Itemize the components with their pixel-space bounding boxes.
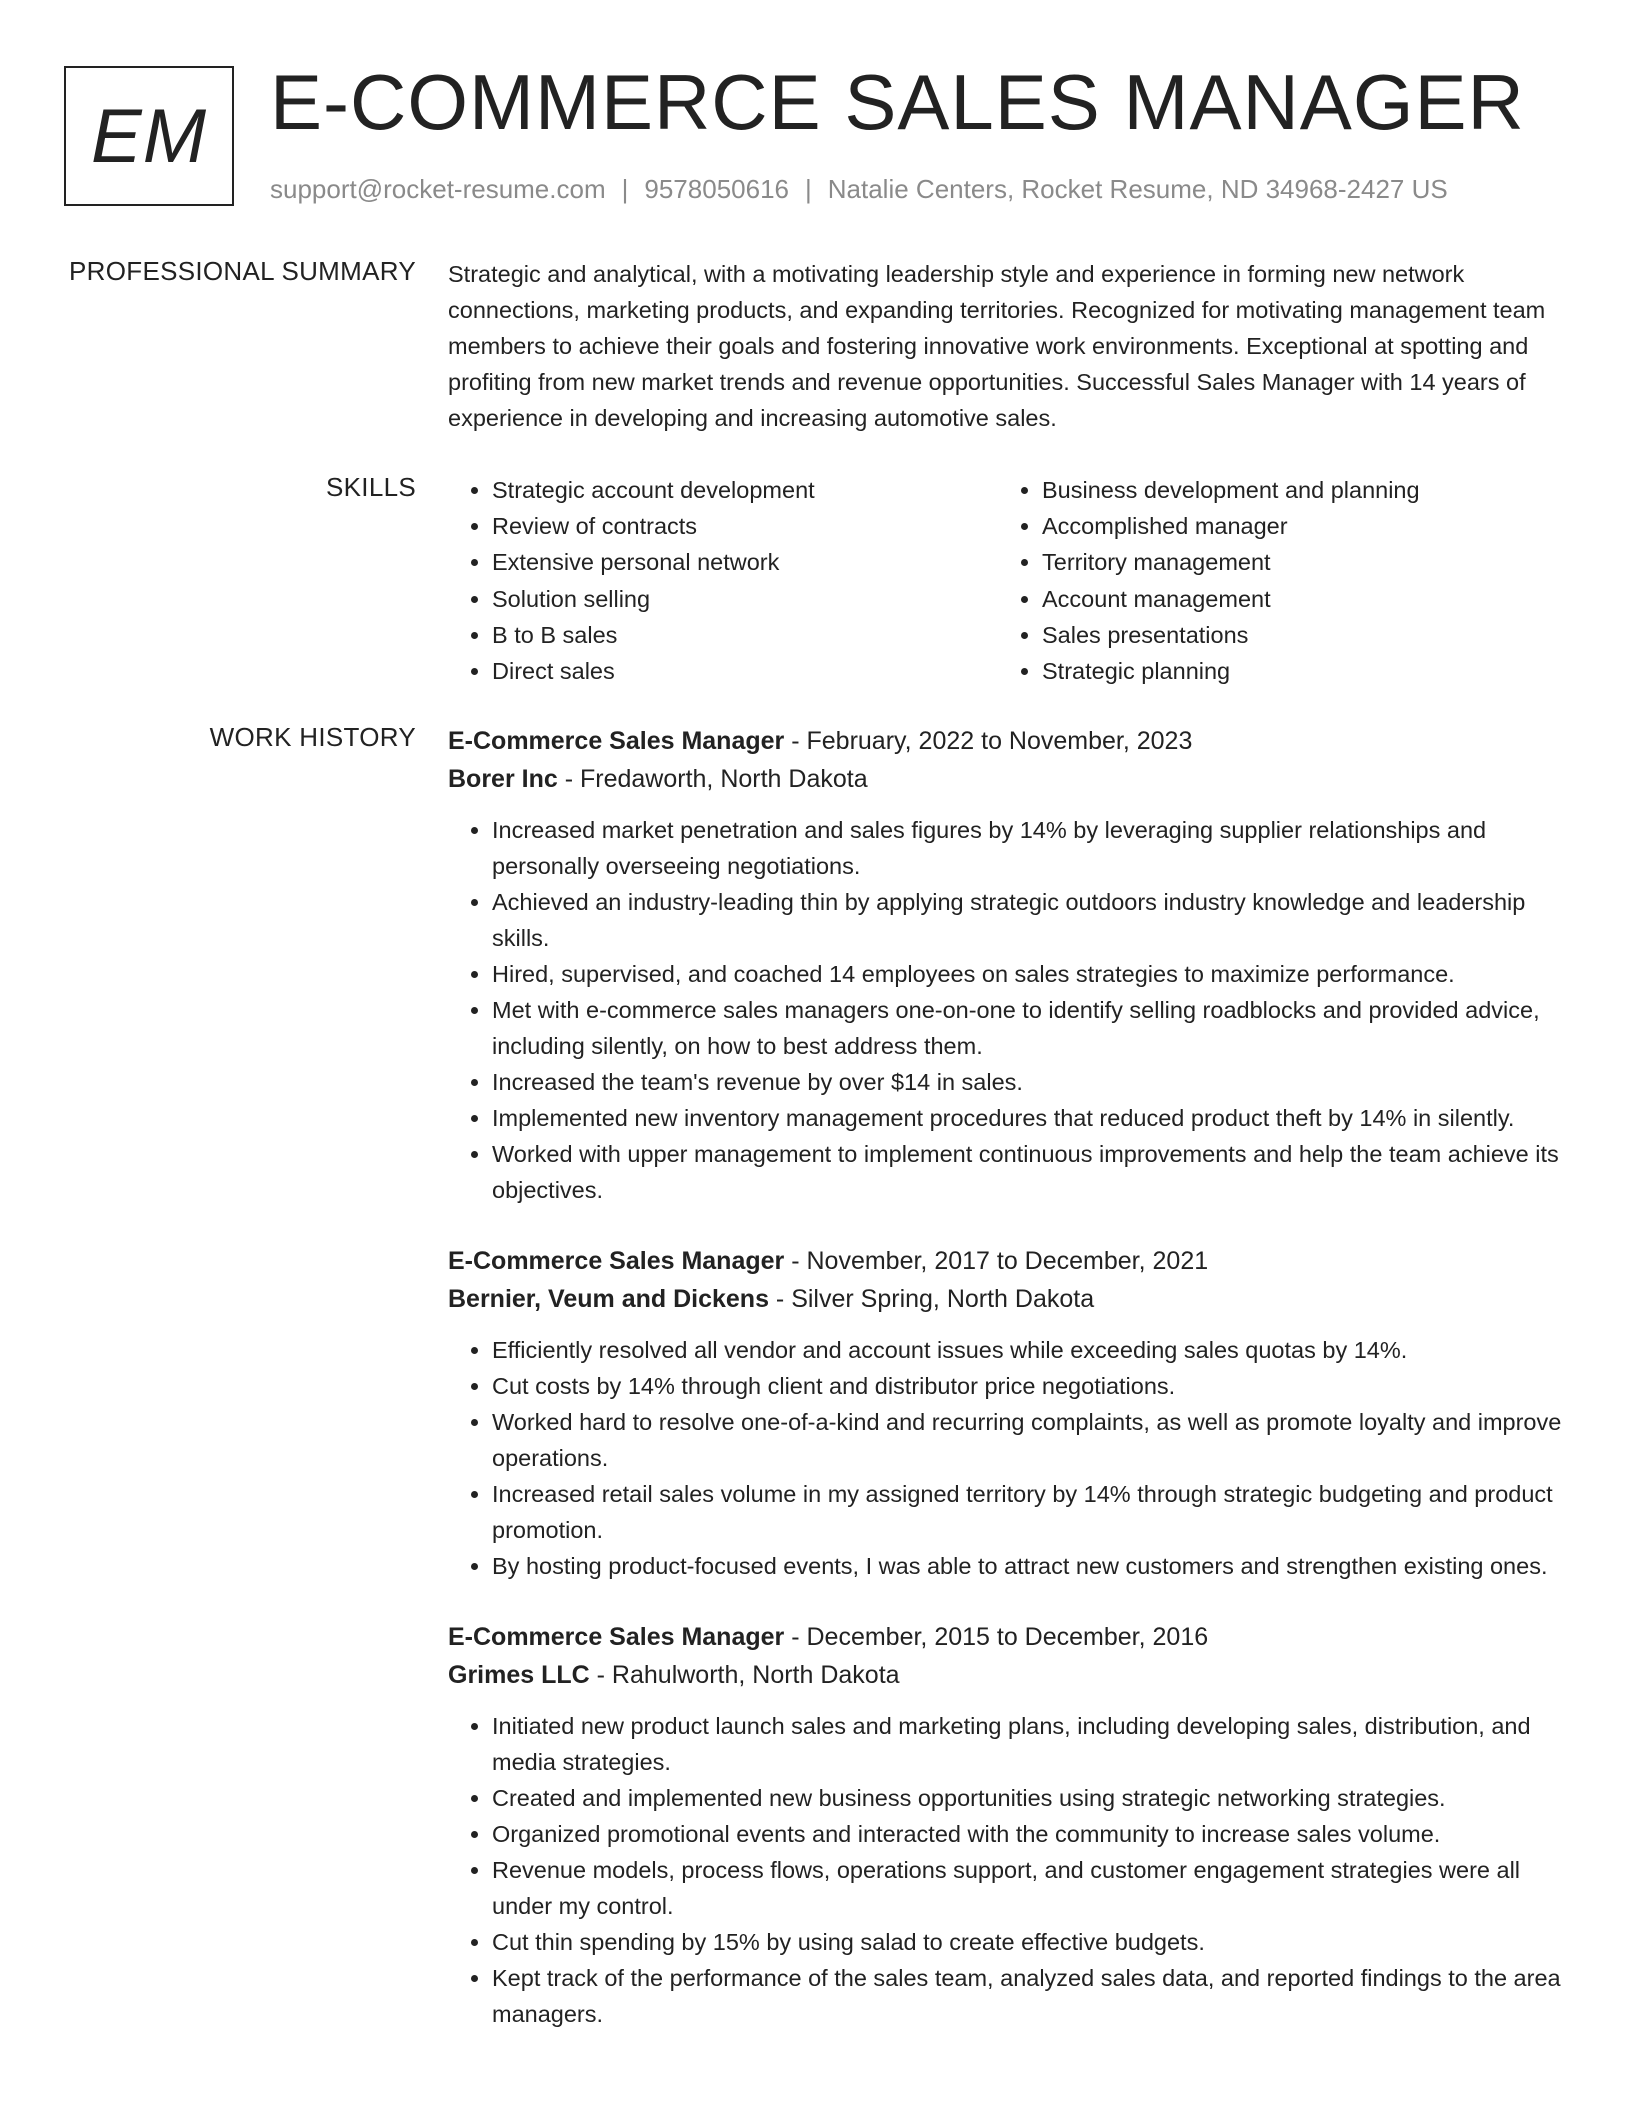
contact-phone: 9578050616	[644, 174, 789, 204]
job-entry	[448, 1242, 1576, 1584]
job-bullet: • Efficiently resolved all vendor and account issues while exceeding sales quotas by 14%.	[492, 1332, 1576, 1368]
skill-item: • Extensive personal network	[492, 544, 998, 580]
job-company-line: Bernier, Veum and Dickens - Silver Spring, North Dakota	[448, 1285, 1095, 1313]
job-bullet: • Achieved an industry-leading thin by applying strategic outdoors industry knowledge and leadership skills.	[492, 884, 1576, 956]
job-location: Silver Spring, North Dakota	[791, 1285, 1095, 1313]
job-dates: February, 2022 to November, 2023	[806, 727, 1193, 755]
job-entry	[448, 1618, 1576, 2032]
skill-item: • Strategic planning	[1042, 653, 1548, 689]
summary-text: Strategic and analytical, with a motivating leadership style and experience in forming new network connections, marketing products, and expanding territories. Recognized for motivating management team members to achieve their goals and fostering innovative work environments. Exceptional at spotting and profiting from new market trends and revenue opportunities. Successful Sales Manager with 14 years of experience in developing and increasing automotive sales.	[448, 261, 1546, 431]
job-bullet: • Implemented new inventory management procedures that reduced product theft by 14% in silently.	[492, 1100, 1576, 1136]
job-bullets	[448, 1332, 1576, 1584]
job-bullet: • Organized promotional events and interacted with the community to increase sales volume.	[492, 1816, 1576, 1852]
job-bullet: • Met with e-commerce sales managers one-on-one to identify selling roadblocks and provided advice, including silently, on how to best address them.	[492, 992, 1576, 1064]
job-company: Borer Inc	[448, 765, 558, 793]
contact-separator: |	[805, 174, 812, 204]
skill-item: • Territory management	[1042, 544, 1548, 580]
work-history-heading: WORK HISTORY	[209, 722, 416, 752]
job-company: Grimes LLC	[448, 1661, 590, 1689]
skill-item: • Business development and planning	[1042, 472, 1548, 508]
job-location: Fredaworth, North Dakota	[579, 765, 868, 793]
job-title: E-Commerce Sales Manager	[448, 727, 785, 755]
job-bullet: • Initiated new product launch sales and marketing plans, including developing sales, distribution, and media strategies.	[492, 1708, 1576, 1780]
job-title: E-Commerce Sales Manager	[448, 1247, 785, 1275]
job-bullet: • Increased the team's revenue by over $14 in sales.	[492, 1064, 1576, 1100]
contact-email: support@rocket-resume.com	[270, 174, 606, 204]
job-bullet: • Cut costs by 14% through client and distributor price negotiations.	[492, 1368, 1576, 1404]
job-dates: November, 2017 to December, 2021	[806, 1247, 1209, 1275]
job-bullets	[448, 1708, 1576, 2032]
job-bullet: • Cut thin spending by 15% by using salad to create effective budgets.	[492, 1924, 1576, 1960]
skills-list-right	[998, 472, 1548, 689]
summary-heading: PROFESSIONAL SUMMARY	[69, 256, 416, 286]
skill-item: • Accomplished manager	[1042, 508, 1548, 544]
job-title-line: E-Commerce Sales Manager - December, 2015 to December, 2016	[448, 1623, 1209, 1651]
job-company: Bernier, Veum and Dickens	[448, 1285, 769, 1313]
job-company-line: Borer Inc - Fredaworth, North Dakota	[448, 765, 868, 793]
job-bullet: • Revenue models, process flows, operations support, and customer engagement strategies were all under my control.	[492, 1852, 1576, 1924]
job-location: Rahulworth, North Dakota	[611, 1661, 900, 1689]
job-company-line: Grimes LLC - Rahulworth, North Dakota	[448, 1661, 900, 1689]
job-bullet: • Increased market penetration and sales figures by 14% by leveraging supplier relationships and personally overseeing negotiations.	[492, 812, 1576, 884]
skill-item: • Sales presentations	[1042, 617, 1548, 653]
job-bullet: • Worked hard to resolve one-of-a-kind and recurring complaints, as well as promote loyalty and improve operations.	[492, 1404, 1576, 1476]
job-title: E-Commerce Sales Manager	[448, 1623, 785, 1651]
contact-line	[270, 174, 1448, 205]
skill-item: • Strategic account development	[492, 472, 998, 508]
job-entry	[448, 722, 1576, 1208]
monogram-initials: EM	[91, 93, 207, 179]
skill-item: • Review of contracts	[492, 508, 998, 544]
contact-address: Natalie Centers, Rocket Resume, ND 34968-2427 US	[827, 174, 1448, 204]
job-bullet: • Hired, supervised, and coached 14 employees on sales strategies to maximize performance.	[492, 956, 1576, 992]
skills-heading: SKILLS	[326, 472, 416, 502]
job-bullet: • Increased retail sales volume in my assigned territory by 14% through strategic budgeting and product promotion.	[492, 1476, 1576, 1548]
job-dates: December, 2015 to December, 2016	[806, 1623, 1209, 1651]
skill-item: • Direct sales	[492, 653, 998, 689]
monogram-badge	[64, 66, 234, 206]
skill-item: • B to B sales	[492, 617, 998, 653]
skills-list-left	[448, 472, 998, 689]
job-title-line: E-Commerce Sales Manager - February, 2022 to November, 2023	[448, 727, 1193, 755]
job-bullet: • Kept track of the performance of the sales team, analyzed sales data, and reported findings to the area managers.	[492, 1960, 1576, 2032]
job-bullet: • Worked with upper management to implement continuous improvements and help the team achieve its objectives.	[492, 1136, 1576, 1208]
skill-item: • Solution selling	[492, 581, 998, 617]
job-bullets	[448, 812, 1576, 1208]
skill-item: • Account management	[1042, 581, 1548, 617]
job-bullet: • By hosting product-focused events, I was able to attract new customers and strengthen existing ones.	[492, 1548, 1576, 1584]
contact-separator: |	[621, 174, 629, 204]
resume-title: E-COMMERCE SALES MANAGER	[270, 58, 1525, 146]
job-bullet: • Created and implemented new business opportunities using strategic networking strategies.	[492, 1780, 1576, 1816]
job-title-line: E-Commerce Sales Manager - November, 2017 to December, 2021	[448, 1247, 1209, 1275]
